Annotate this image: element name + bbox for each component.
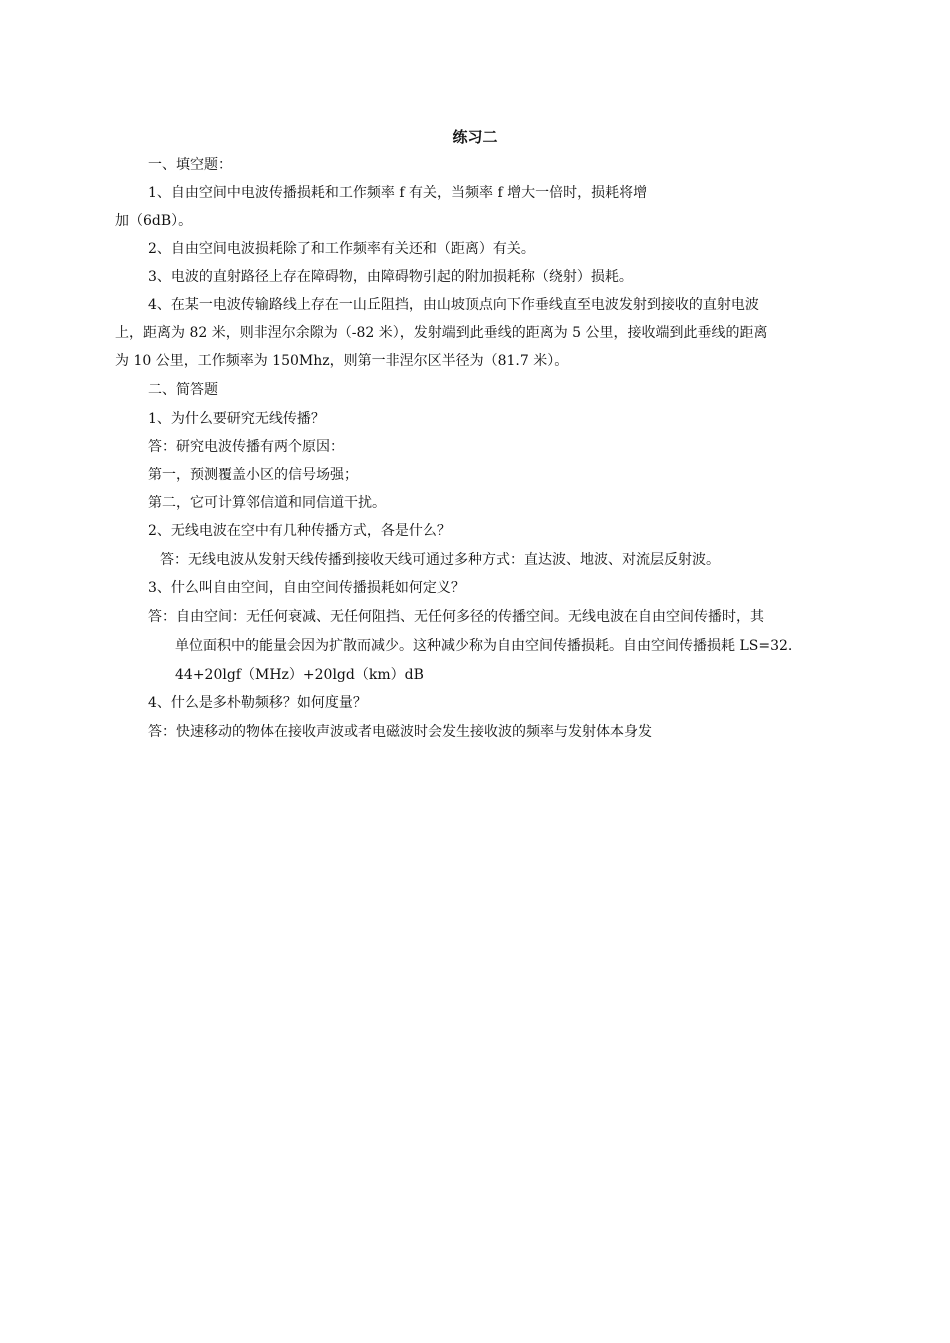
question-2: 2、自由空间电波损耗除了和工作频率有关还和（距离）有关。: [148, 241, 535, 257]
short-answer-2-answer: 答：无线电波从发射天线传播到接收天线可通过多种方式：直达波、地波、对流层反射波。: [160, 552, 720, 568]
section-heading-short-answer: 二、简答题: [148, 382, 218, 398]
short-answer-3-answer-line-1: 答：自由空间：无任何衰减、无任何阻挡、无任何多径的传播空间。无线电波在自由空间传播时，其: [148, 609, 764, 625]
short-answer-4-answer-line-1: 答：快速移动的物体在接收声波或者电磁波时会发生接收波的频率与发射体本身发: [148, 724, 652, 740]
short-answer-4-question: 4、什么是多朴勒频移？如何度量？: [148, 695, 367, 711]
short-answer-3-answer-line-2: 单位面积中的能量会因为扩散而减少。这种减少称为自由空间传播损耗。自由空间传播损耗 LS=32.: [175, 638, 793, 654]
short-answer-3-answer-line-3: 44+20lgf（MHz）+20lgd（km）dB: [175, 667, 424, 683]
section-heading-fill-in: 一、填空题：: [148, 157, 232, 173]
page-title: 练习二: [452, 128, 498, 146]
short-answer-1-question: 1、为什么要研究无线传播？: [148, 411, 325, 427]
short-answer-2-question: 2、无线电波在空中有几种传播方式，各是什么？: [148, 523, 451, 539]
short-answer-1-answer-line-1: 答：研究电波传播有两个原因：: [148, 439, 344, 455]
short-answer-1-answer-line-3: 第二，它可计算邻信道和同信道干扰。: [148, 495, 386, 511]
short-answer-1-answer-line-2: 第一，预测覆盖小区的信号场强；: [148, 467, 358, 483]
question-4-line-1: 4、在某一电波传输路线上存在一山丘阻挡，由山坡顶点向下作垂线直至电波发射到接收的直射电波: [148, 297, 759, 313]
question-1-line-2: 加（6dB）。: [115, 213, 193, 229]
question-4-line-3: 为 10 公里，工作频率为 150Mhz，则第一非涅尔区半径为（81.7 米）。: [115, 353, 569, 369]
short-answer-3-question: 3、什么叫自由空间，自由空间传播损耗如何定义？: [148, 580, 465, 596]
question-4-line-2: 上，距离为 82 米，则非涅尔余隙为（-82 米），发射端到此垂线的距离为 5 公里，接收端到此垂线的距离: [115, 325, 768, 341]
question-3: 3、电波的直射路径上存在障碍物，由障碍物引起的附加损耗称（绕射）损耗。: [148, 269, 633, 285]
question-1-line-1: 1、自由空间中电波传播损耗和工作频率 f 有关，当频率 f 增大一倍时，损耗将增: [148, 185, 648, 201]
